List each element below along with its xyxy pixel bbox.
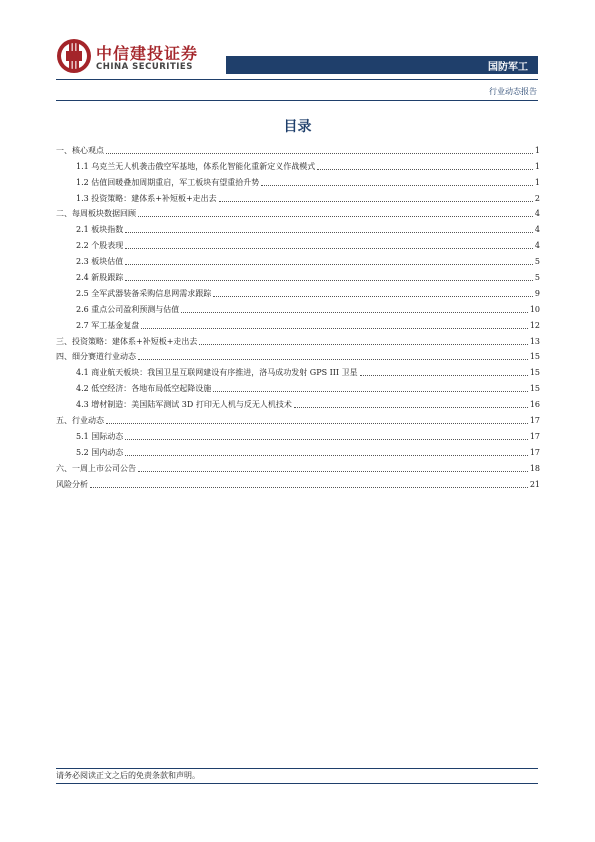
toc-entry[interactable] bbox=[56, 300, 540, 316]
toc-entry-title: 四、细分赛道行业动态 bbox=[56, 352, 136, 362]
toc-leader-dots bbox=[213, 391, 528, 392]
toc-entry[interactable] bbox=[56, 173, 540, 189]
toc-entry-title: 1.2 估值回暖叠加周期重启，军工板块有望重拾升势 bbox=[76, 177, 260, 187]
toc-entry[interactable] bbox=[56, 475, 540, 491]
toc-entry-page: 5 bbox=[534, 273, 540, 283]
toc-entry[interactable] bbox=[56, 268, 540, 284]
toc-entry-page: 15 bbox=[529, 384, 540, 394]
toc-leader-dots bbox=[106, 153, 533, 154]
toc-leader-dots bbox=[125, 248, 533, 249]
toc-entry-title: 风险分析 bbox=[56, 479, 88, 489]
toc-title: 目录 bbox=[283, 119, 312, 135]
toc-entry-title: 2.3 板块估值 bbox=[76, 257, 124, 267]
toc-leader-dots bbox=[261, 185, 533, 186]
toc-leader-dots bbox=[138, 471, 528, 472]
toc-leader-dots bbox=[199, 344, 527, 345]
toc-leader-dots bbox=[125, 264, 533, 265]
toc-entry-page: 17 bbox=[529, 431, 540, 441]
footer-divider bbox=[56, 768, 538, 769]
toc-entry[interactable] bbox=[56, 252, 540, 268]
toc-entry-page: 17 bbox=[529, 416, 540, 426]
toc-leader-dots bbox=[213, 296, 533, 297]
toc-entry-title: 2.2 个股表现 bbox=[76, 241, 124, 251]
toc-leader-dots bbox=[125, 280, 533, 281]
toc-leader-dots bbox=[125, 439, 528, 440]
toc-entry-title: 一、核心观点 bbox=[56, 145, 104, 155]
toc-entry-page: 16 bbox=[529, 400, 540, 410]
toc-leader-dots bbox=[317, 169, 533, 170]
toc-entry-title: 4.1 商业航天板块：我国卫星互联网建设有序推进，洛马成功发射 GPS III 卫星 bbox=[76, 368, 358, 378]
toc-entry-title: 1.1 乌克兰无人机袭击俄空军基地，体系化智能化重新定义作战模式 bbox=[76, 161, 316, 171]
toc-entry-page: 15 bbox=[529, 368, 540, 378]
toc-entry[interactable] bbox=[56, 411, 540, 427]
toc-entry-page: 9 bbox=[534, 288, 540, 298]
toc-entry[interactable] bbox=[56, 443, 540, 459]
toc-entry-title: 1.3 投资策略：建体系+补短板+走出去 bbox=[76, 193, 217, 203]
toc-leader-dots bbox=[106, 423, 528, 424]
toc-leader-dots bbox=[360, 375, 528, 376]
toc-entry-page: 1 bbox=[534, 177, 540, 187]
toc-entry[interactable] bbox=[56, 189, 540, 205]
header-divider bbox=[56, 79, 538, 80]
toc-entry[interactable] bbox=[56, 316, 540, 332]
logo-english-name: CHINA SECURITIES bbox=[96, 62, 193, 72]
toc-entry[interactable] bbox=[56, 427, 540, 443]
toc-entry-title: 2.7 军工基金复盘 bbox=[76, 320, 140, 330]
toc-entry-title: 三、投资策略：建体系+补短板+走出去 bbox=[56, 336, 198, 346]
toc-entry-title: 2.4 新股跟踪 bbox=[76, 273, 124, 283]
toc-entry[interactable] bbox=[56, 157, 540, 173]
toc-entry-page: 4 bbox=[534, 209, 540, 219]
toc-entry-page: 21 bbox=[529, 479, 540, 489]
toc-entry-title: 六、一周上市公司公告 bbox=[56, 463, 136, 473]
toc-leader-dots bbox=[125, 455, 528, 456]
toc-entry-page: 18 bbox=[529, 463, 540, 473]
citic-logo-icon bbox=[56, 38, 92, 74]
toc-entry-page: 12 bbox=[529, 320, 540, 330]
toc-leader-dots bbox=[125, 232, 533, 233]
toc-entry-page: 13 bbox=[529, 336, 540, 346]
toc-entry[interactable] bbox=[56, 220, 540, 236]
toc-entry-page: 1 bbox=[534, 145, 540, 155]
toc-entry-title: 4.3 增材制造：美国陆军测试 3D 打印无人机与反无人机技术 bbox=[76, 400, 292, 410]
table-of-contents bbox=[56, 141, 540, 491]
toc-entry-page: 4 bbox=[534, 225, 540, 235]
toc-entry-page: 2 bbox=[534, 193, 540, 203]
toc-leader-dots bbox=[294, 407, 528, 408]
toc-leader-dots bbox=[90, 487, 528, 488]
toc-entry-title: 五、行业动态 bbox=[56, 416, 104, 426]
section-label: 国防军工 bbox=[488, 62, 528, 73]
footer-disclaimer: 请务必阅读正文之后的免责条款和声明。 bbox=[56, 771, 200, 780]
toc-entry[interactable] bbox=[56, 284, 540, 300]
toc-entry-title: 2.1 板块指数 bbox=[76, 225, 124, 235]
logo-chinese-name: 中信建投证券 bbox=[96, 44, 199, 63]
toc-entry[interactable] bbox=[56, 395, 540, 411]
toc-entry-title: 二、每周板块数据回顾 bbox=[56, 209, 136, 219]
toc-entry-title: 5.2 国内动态 bbox=[76, 447, 124, 457]
toc-entry-title: 4.2 低空经济：各地布局低空起降设施 bbox=[76, 384, 212, 394]
footer-divider-bottom bbox=[56, 783, 538, 784]
toc-entry-page: 4 bbox=[534, 241, 540, 251]
toc-entry[interactable] bbox=[56, 141, 540, 157]
toc-entry[interactable] bbox=[56, 236, 540, 252]
toc-entry[interactable] bbox=[56, 459, 540, 475]
toc-entry-page: 1 bbox=[534, 161, 540, 171]
toc-entry[interactable] bbox=[56, 348, 540, 364]
toc-entry-page: 5 bbox=[534, 257, 540, 267]
toc-leader-dots bbox=[219, 201, 533, 202]
toc-entry-title: 5.1 国际动态 bbox=[76, 431, 124, 441]
toc-entry-page: 10 bbox=[529, 304, 540, 314]
toc-leader-dots bbox=[138, 359, 528, 360]
toc-entry-title: 2.6 重点公司盈利预测与估值 bbox=[76, 304, 180, 314]
toc-entry[interactable] bbox=[56, 205, 540, 221]
toc-entry-page: 17 bbox=[529, 447, 540, 457]
toc-leader-dots bbox=[141, 328, 528, 329]
toc-leader-dots bbox=[181, 312, 528, 313]
subheader-divider bbox=[56, 100, 538, 101]
toc-entry[interactable] bbox=[56, 379, 540, 395]
toc-entry-page: 15 bbox=[529, 352, 540, 362]
toc-entry-title: 2.5 全军武器装备采购信息网需求跟踪 bbox=[76, 288, 212, 298]
toc-entry[interactable] bbox=[56, 332, 540, 348]
report-type: 行业动态报告 bbox=[489, 87, 537, 96]
section-banner bbox=[226, 56, 538, 74]
toc-leader-dots bbox=[138, 216, 533, 217]
toc-entry[interactable] bbox=[56, 363, 540, 379]
